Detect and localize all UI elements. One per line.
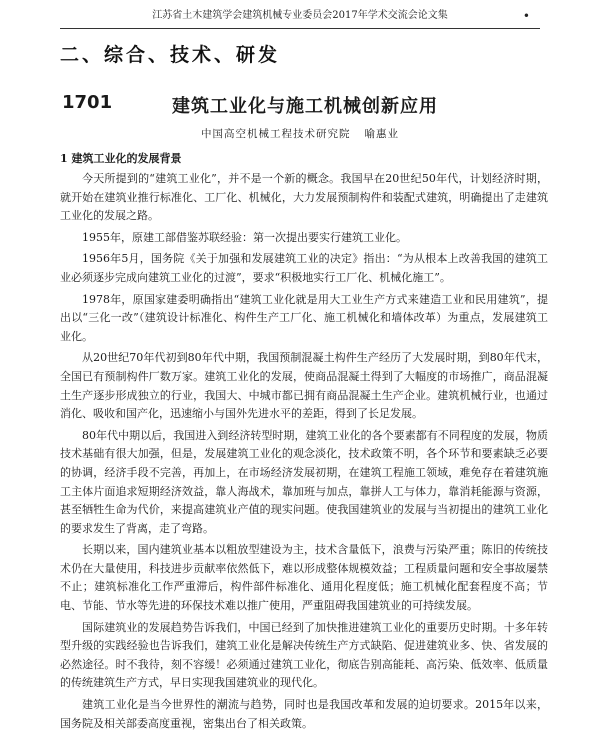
paper-number: 1701	[62, 92, 113, 113]
running-header	[60, 4, 540, 29]
paragraph: 1956年5月，国务院《关于加强和发展建筑工业的决定》指出：“为从根本上改善我国的建筑工业必须逐步完成向建筑工业化的过渡”，要求“积极地实行工厂化、机械化施工”。	[60, 252, 548, 284]
author-name: 喻惠业	[364, 128, 399, 140]
paragraph: 今天所提到的“建筑工业化”，并不是一个新的概念。我国早在20世纪50年代，计划经济时期，就开始在建筑业推行标准化、工厂化、机械化，大力发展预制构件和装配式建筑，明确提出了走建筑工业化的发展之路。	[60, 172, 548, 223]
institution: 中国高空机械工程技术研究院	[201, 128, 351, 140]
paragraph: 国际建筑业的发展趋势告诉我们，中国已经到了加快推进建筑工业化的重要历史时期。十多年转型升级的实践经验也告诉我们，建筑工业化是解决传统生产方式缺陷、促进建筑业多、快、省发展的必然途径。时不我待，刻不容缓！必须通过建筑工业化，彻底告别高能耗、高污染、低效率、低质量的传统建筑生产方式，早日实现我国建筑业的现代化。	[60, 620, 548, 690]
paragraph: 1955年，原建工部借鉴苏联经验：第一次提出要实行建筑工业化。	[82, 230, 407, 244]
header-mark: •	[522, 9, 530, 23]
section-heading: 二、综合、技术、研发	[60, 44, 281, 66]
running-title: 江苏省土木建筑学会建筑机械专业委员会2017年学术交流会论文集	[152, 10, 448, 21]
paper-title: 建筑工业化与施工机械创新应用	[172, 96, 438, 117]
body-text	[60, 170, 548, 736]
author-line	[0, 126, 600, 141]
paragraph: 1978年，原国家建委明确指出“建筑工业化就是用大工业生产方式来建造工业和民用建筑”，提出以“三化一改”（建筑设计标准化、构件生产工厂化、施工机械化和墙体改革）为重点，发展建筑工业化。	[60, 292, 548, 343]
subsection-heading: 1 建筑工业化的发展背景	[60, 152, 182, 165]
paragraph: 建筑工业化是当今世界性的潮流与趋势，同时也是我国改革和发展的迫切要求。2015年以来，国务院及相关部委高度重视，密集出台了相关政策。	[60, 698, 548, 730]
paragraph: 从20世纪70年代初到80年代中期，我国预制混凝土构件生产经历了大发展时期，到80年代末，全国已有预制构件厂数万家。建筑工业化的发展，使商品混凝土得到了大幅度的市场推广，商品混凝土生产逐步形成独立的行业，我国大、中城市都已拥有商品混凝土生产企业。建筑机械行业，也通过消化、吸收和国产化，迅速缩小与国外先进水平的差距，得到了长足发展。	[60, 351, 548, 421]
paragraph: 长期以来，国内建筑业基本以粗放型建设为主，技术含量低下，浪费与污染严重；陈旧的传统技术仍在大量使用，科技进步贡献率依然低下，难以形成整体规模效益；工程质量问题和安全事故屡禁不止；建筑标准化工作严重滞后，构件部件标准化、通用化程度低；施工机械化配套程度不高；节电、节能、节水等先进的环保技术难以推广使用，严重阻碍我国建筑业的可持续发展。	[60, 543, 548, 613]
paragraph: 80年代中期以后，我国进入到经济转型时期，建筑工业化的各个要素都有不同程度的发展，物质技术基础有很大加强，但是，发展建筑工业化的观念淡化，技术政策不明，各个环节和要素缺乏必要的协调，经济手段不完善，再加上，在市场经济发展初期，在建筑工程施工领域，难免存在着建筑施工主体片面追求短期经济效益，靠人海战术，靠加班与加点，靠拼人工与体力，靠消耗能源与资源，甚至牺牲生命为代价，来提高建筑业产值的现实问题。使我国建筑业的发展与当初提出的建筑工业化的要求发生了背离，走了弯路。	[60, 428, 548, 535]
